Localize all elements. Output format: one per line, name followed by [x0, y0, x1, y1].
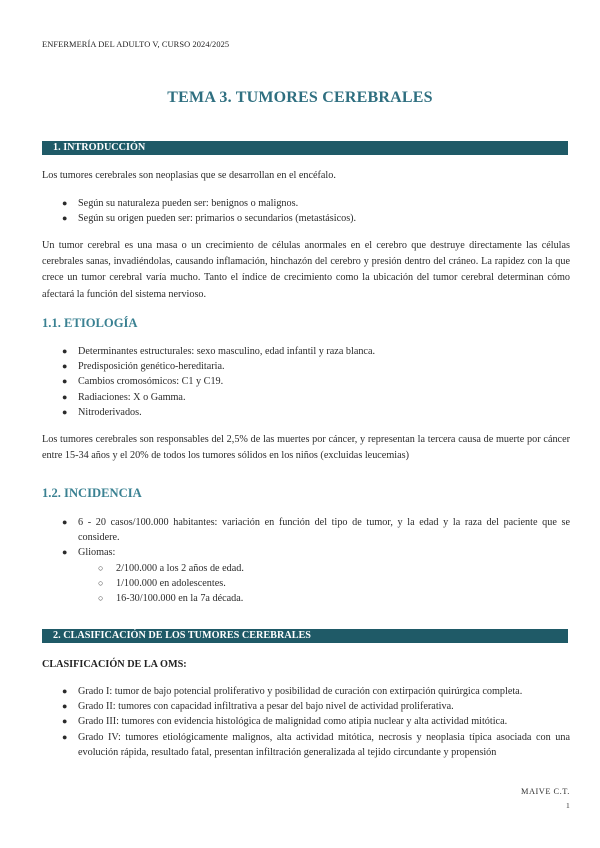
list-item: ● Grado II: tumores con capacidad infiltrativa a pesar del bajo nivel de actividad proliferativa. [42, 699, 570, 714]
bullet-icon: ● [62, 701, 68, 712]
bullet-icon: ● [62, 391, 68, 402]
intro-bullet-list [42, 196, 570, 226]
list-item: ● Grado IV: tumores etiológicamente malignos, alta actividad mitótica, necrosis y neoplasia típica asociada con una evolución rápida, resultado fatal, presentan infiltración generalizada al tejido circundante y propensión [62, 731, 570, 758]
incidencia-bullet-list [42, 515, 570, 606]
running-header: ENFERMERÍA DEL ADULTO V, CURSO 2024/2025 [42, 40, 230, 49]
list-item: ● Según su naturaleza pueden ser: benignos o malignos. [42, 196, 570, 211]
bullet-icon: ● [62, 716, 68, 727]
section-heading: 2. CLASIFICACIÓN DE LOS TUMORES CEREBRALES [53, 630, 311, 641]
intro-sentence: Los tumores cerebrales son neoplasias que se desarrollan en el encéfalo. [42, 170, 336, 181]
oms-grade-list [42, 684, 570, 760]
gliomas-sublist [78, 561, 570, 607]
section-heading: 1. INTRODUCCIÓN [53, 142, 146, 153]
list-item: ● Según su origen pueden ser: primarios o secundarios (metastásicos). [42, 211, 570, 226]
etiologia-bullet-list [42, 344, 570, 420]
bullet-icon: ● [62, 686, 68, 696]
list-item: ● Determinantes estructurales: sexo masculino, edad infantil y raza blanca. [42, 344, 570, 359]
list-item: ○ 16-30/100.000 en la 7a década. [78, 591, 570, 606]
etiologia-paragraph: Los tumores cerebrales son responsables del 2,5% de las muertes por cáncer, y representan la tercera causa de muerte por cáncer entre 15-34 años y el 20% de todos los tumores sólidos en los niños (excluidas leucemias) [42, 434, 570, 462]
section-bar-introduccion [42, 141, 568, 155]
list-item: ● 6 - 20 casos/100.000 habitantes: variación en función del tipo de tumor, y la edad y la raza del paciente que se considere. [62, 517, 570, 544]
intro-paragraph: Un tumor cerebral es una masa o un crecimiento de células anormales en el cerebro que destruye directamente las células cerebrales sanas, invadiéndolas, causando inflamación, hinchazón del cerebro y presión dentro del cráneo. La rapidez con la que crece un tumor cerebral varía mucho. Tanto el índice de crecimiento como la ubicación del tumor cerebral determinan cómo afectará la función del sistema nervioso. [42, 240, 570, 300]
list-item: ● Nitroderivados. [42, 405, 570, 420]
bullet-icon: ● [62, 346, 68, 356]
hollow-bullet-icon: ○ [98, 562, 104, 573]
subheading-incidencia: 1.2. INCIDENCIA [42, 486, 142, 500]
list-item: ● Grado I: tumor de bajo potencial proliferativo y posibilidad de curación con extirpación quirúrgica completa. [42, 684, 570, 699]
list-item: ● Cambios cromosómicos: C1 y C19. [42, 374, 570, 389]
section-bar-clasificacion [42, 629, 568, 643]
list-item: ○ 2/100.000 a los 2 años de edad. [78, 561, 570, 576]
list-item: ● Grado III: tumores con evidencia histológica de malignidad como atipia nuclear y alta actividad mitótica. [42, 714, 570, 729]
list-item: ● Predisposición genético-hereditaria. [42, 359, 570, 374]
footer-author: MAIVE C.T. [521, 787, 570, 796]
page-title: TEMA 3. TUMORES CEREBRALES [167, 89, 433, 106]
bullet-icon: ● [62, 547, 68, 558]
list-item: ● Radiaciones: X o Gamma. [42, 390, 570, 405]
bullet-icon: ● [62, 198, 68, 208]
hollow-bullet-icon: ○ [98, 593, 104, 604]
bullet-icon: ● [62, 376, 68, 387]
subheading-etiologia: 1.1. ETIOLOGÍA [42, 316, 138, 330]
list-item: ● Gliomas: ○ 2/100.000 a los 2 años de edad. ○ 1/100.000 en adolescentes. ○ 16-30/100.000 en la 7a década. [42, 545, 570, 606]
bullet-icon: ● [62, 517, 68, 527]
bullet-icon: ● [62, 361, 68, 372]
oms-label: CLASIFICACIÓN DE LA OMS: [42, 659, 187, 670]
bullet-icon: ● [62, 731, 68, 742]
hollow-bullet-icon: ○ [98, 577, 104, 588]
page-number: 1 [566, 801, 570, 810]
list-item: ○ 1/100.000 en adolescentes. [78, 576, 570, 591]
bullet-icon: ● [62, 213, 68, 224]
bullet-icon: ● [62, 406, 68, 417]
